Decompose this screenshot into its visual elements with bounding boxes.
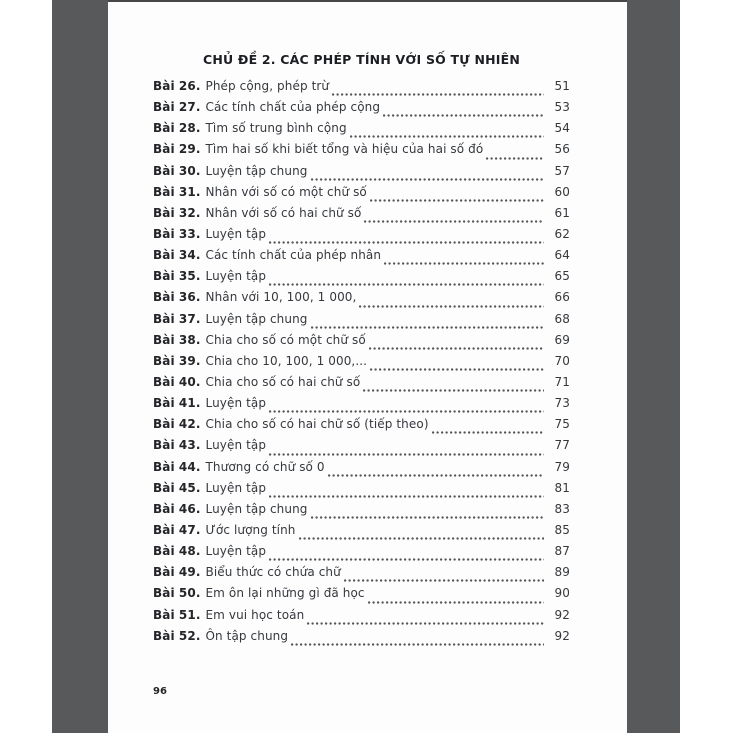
toc-entry-page: 73 <box>554 396 570 411</box>
toc-entry-number: Bài 50. <box>153 586 201 601</box>
toc-entry <box>153 100 570 121</box>
toc-entry <box>153 460 570 481</box>
toc-entry-title: Em ôn lại những gì đã học <box>205 586 365 601</box>
toc-entry-number: Bài 31. <box>153 184 201 199</box>
toc-entry-number: Bài 45. <box>153 480 201 495</box>
dot-leader <box>269 558 544 561</box>
toc-entry-title: Chia cho số có một chữ số <box>205 332 366 347</box>
toc-entry-number: Bài 33. <box>153 226 201 241</box>
toc-entry-title: Luyện tập chung <box>205 311 308 326</box>
toc-entry-number: Bài 27. <box>153 100 201 115</box>
scan-background-band-left <box>52 0 108 733</box>
toc-entry-page: 79 <box>554 459 570 474</box>
dot-leader <box>359 305 544 308</box>
toc-entry <box>153 164 570 185</box>
dot-leader <box>311 516 544 519</box>
toc-entry-page: 68 <box>554 311 570 326</box>
dot-leader <box>269 453 544 456</box>
toc-entry-number: Bài 41. <box>153 396 201 411</box>
dot-leader <box>486 157 544 160</box>
toc-entry-title: Thương có chữ số 0 <box>205 459 325 474</box>
dot-leader <box>269 283 544 286</box>
toc-entry <box>153 290 570 311</box>
toc-entry-page: 75 <box>554 417 570 432</box>
dot-leader <box>328 474 544 477</box>
toc-entry <box>153 396 570 417</box>
toc-entry <box>153 312 570 333</box>
page-content <box>108 2 627 733</box>
toc-entry-page: 65 <box>554 269 570 284</box>
dot-leader <box>299 537 544 540</box>
toc-entry-page: 61 <box>554 205 570 220</box>
toc-entry-page: 53 <box>554 100 570 115</box>
toc-entry-number: Bài 43. <box>153 438 201 453</box>
toc-entry <box>153 227 570 248</box>
toc-entry-page: 57 <box>554 163 570 178</box>
toc-entry-page: 60 <box>554 184 570 199</box>
toc-entry-number: Bài 47. <box>153 522 201 537</box>
toc-entry <box>153 629 570 650</box>
dot-leader <box>370 368 544 371</box>
toc-entry-page: 64 <box>554 248 570 263</box>
dot-leader <box>350 135 544 138</box>
toc-entry-page: 70 <box>554 353 570 368</box>
toc-entry-page: 92 <box>554 607 570 622</box>
dot-leader <box>307 622 544 625</box>
toc-entry-title: Luyện tập <box>205 438 267 453</box>
toc-entry-title: Các tính chất của phép cộng <box>205 100 381 115</box>
dot-leader <box>368 601 544 604</box>
scan-background-band-right <box>627 0 680 733</box>
toc-entry-page: 77 <box>554 438 570 453</box>
toc-entry-title: Nhân với số có một chữ số <box>205 184 367 199</box>
toc-entry-title: Ước lượng tính <box>205 522 296 537</box>
toc-entry-title: Luyện tập chung <box>205 501 308 516</box>
toc-entry <box>153 248 570 269</box>
book-page <box>108 0 627 733</box>
toc-entry-page: 85 <box>554 522 570 537</box>
dot-leader <box>383 114 544 117</box>
toc-entry <box>153 438 570 459</box>
toc-entry-page: 83 <box>554 501 570 516</box>
toc-entry <box>153 523 570 544</box>
toc-entry-page: 51 <box>554 79 570 93</box>
toc-entry-page: 66 <box>554 290 570 305</box>
dot-leader <box>269 241 544 244</box>
toc-entry-number: Bài 35. <box>153 269 201 284</box>
toc-entry-title: Nhân với 10, 100, 1 000, <box>205 290 357 305</box>
dot-leader <box>344 579 544 582</box>
toc-entry <box>153 354 570 375</box>
toc-entry-page: 62 <box>554 226 570 241</box>
toc-entry-title: Luyện tập <box>205 269 267 284</box>
toc-entry-title: Tìm số trung bình cộng <box>205 121 347 136</box>
toc-entry <box>153 79 570 100</box>
toc-entry <box>153 121 570 142</box>
toc-entry-page: 69 <box>554 332 570 347</box>
dot-leader <box>369 347 544 350</box>
toc-entry <box>153 417 570 438</box>
toc-entry-number: Bài 52. <box>153 628 201 643</box>
toc-list <box>153 79 570 650</box>
toc-entry-page: 71 <box>554 374 570 389</box>
toc-entry-page: 56 <box>554 142 570 157</box>
toc-entry-title: Các tính chất của phép nhân <box>205 248 382 263</box>
dot-leader <box>311 326 544 329</box>
dot-leader <box>332 93 544 96</box>
toc-entry-title: Chia cho số có hai chữ số (tiếp theo) <box>205 417 429 432</box>
toc-entry-number: Bài 39. <box>153 353 201 368</box>
toc-entry-title: Phép cộng, phép trừ <box>205 79 330 93</box>
toc-entry-number: Bài 44. <box>153 459 201 474</box>
toc-entry <box>153 333 570 354</box>
toc-entry-title: Luyện tập <box>205 480 267 495</box>
dot-leader <box>363 389 544 392</box>
toc-entry <box>153 586 570 607</box>
toc-entry-title: Luyện tập <box>205 396 267 411</box>
toc-entry-number: Bài 38. <box>153 332 201 347</box>
toc-entry <box>153 375 570 396</box>
toc-entry-number: Bài 49. <box>153 565 201 580</box>
chapter-heading: CHỦ ĐỀ 2. CÁC PHÉP TÍNH VỚI SỐ TỰ NHIÊN <box>202 52 521 67</box>
toc-entry-number: Bài 34. <box>153 248 201 263</box>
toc-entry-number: Bài 26. <box>153 79 201 93</box>
toc-entry <box>153 544 570 565</box>
toc-entry-number: Bài 48. <box>153 544 201 559</box>
dot-leader <box>384 262 544 265</box>
toc-entry <box>153 269 570 290</box>
toc-entry-number: Bài 40. <box>153 374 201 389</box>
toc-entry-title: Em vui học toán <box>205 607 305 622</box>
dot-leader <box>311 178 544 181</box>
toc-entry-number: Bài 29. <box>153 142 201 157</box>
toc-entry-number: Bài 36. <box>153 290 201 305</box>
toc-entry-page: 54 <box>554 121 570 136</box>
toc-entry-title: Luyện tập chung <box>205 163 308 178</box>
toc-entry-title: Luyện tập <box>205 544 267 559</box>
toc-entry <box>153 608 570 629</box>
toc-entry-page: 92 <box>554 628 570 643</box>
toc-entry <box>153 206 570 227</box>
toc-entry-number: Bài 51. <box>153 607 201 622</box>
toc-entry <box>153 142 570 163</box>
footer-page-number: 96 <box>153 686 167 697</box>
toc-entry-number: Bài 37. <box>153 311 201 326</box>
dot-leader <box>364 220 544 223</box>
dot-leader <box>269 495 544 498</box>
toc-entry-title: Chia cho 10, 100, 1 000,... <box>205 353 368 368</box>
dot-leader <box>432 431 544 434</box>
toc-entry <box>153 481 570 502</box>
toc-entry-page: 87 <box>554 544 570 559</box>
toc-entry-title: Nhân với số có hai chữ số <box>205 205 362 220</box>
toc-entry <box>153 185 570 206</box>
toc-entry-title: Ôn tập chung <box>205 628 289 643</box>
toc-entry-title: Biểu thức có chứa chữ <box>205 565 341 580</box>
toc-entry-number: Bài 46. <box>153 501 201 516</box>
dot-leader <box>370 199 544 202</box>
toc-entry-number: Bài 28. <box>153 121 201 136</box>
toc-entry-page: 89 <box>554 565 570 580</box>
toc-entry-title: Luyện tập <box>205 226 267 241</box>
toc-entry <box>153 565 570 586</box>
dot-leader <box>291 643 544 646</box>
toc-entry <box>153 502 570 523</box>
toc-entry-title: Tìm hai số khi biết tổng và hiệu của hai số đó <box>205 142 484 157</box>
toc-entry-title: Chia cho số có hai chữ số <box>205 374 361 389</box>
toc-entry-page: 90 <box>554 586 570 601</box>
toc-entry-number: Bài 30. <box>153 163 201 178</box>
toc-entry-number: Bài 42. <box>153 417 201 432</box>
toc-entry-number: Bài 32. <box>153 205 201 220</box>
dot-leader <box>269 410 544 413</box>
toc-entry-page: 81 <box>554 480 570 495</box>
